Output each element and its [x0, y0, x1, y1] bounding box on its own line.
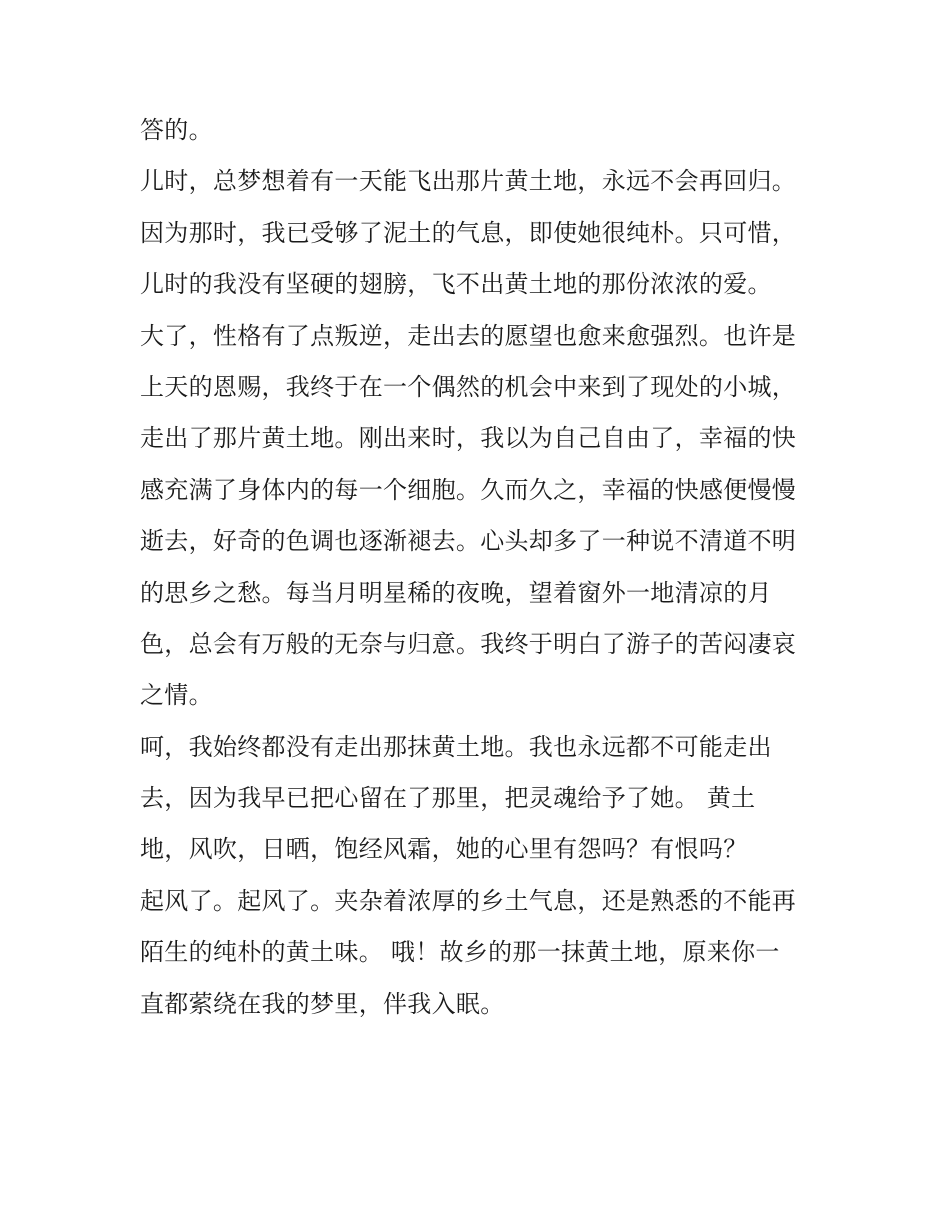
text-line: 因为那时，我已受够了泥土的气息，即使她很纯朴。只可惜， [140, 218, 797, 247]
text-line: 呵，我始终都没有走出那抹黄土地。我也永远都不可能走出 [140, 732, 772, 761]
text-line: 感充满了身体内的每一个细胞。久而久之，幸福的快感便慢慢 [140, 475, 797, 504]
text-line: 色，总会有万般的无奈与归意。我终于明白了游子的苦闷凄哀 [140, 629, 797, 658]
text-line: 走出了那片黄土地。刚出来时，我以为自己自由了，幸福的快 [140, 424, 797, 453]
text-line: 儿时，总梦想着有一天能飞出那片黄土地，永远不会再回归。 [140, 167, 797, 196]
text-line: 上天的恩赐，我终于在一个偶然的机会中来到了现处的小城， [140, 372, 797, 401]
body-text [140, 108, 820, 1033]
text-line: 地，风吹，日晒，饱经风霜，她的心里有怨吗？有恨吗？ [140, 835, 748, 864]
text-line: 的思乡之愁。每当月明星稀的夜晚，望着窗外一地清凉的月 [140, 578, 772, 607]
text-line: 之情。 [140, 681, 213, 710]
text-line: 直都萦绕在我的梦里，伴我入眠。 [140, 989, 505, 1018]
text-line: 答的。 [140, 116, 213, 144]
text-line: 逝去，好奇的色调也逐渐褪去。心头却多了一种说不清道不明 [140, 527, 797, 556]
text-line: 儿时的我没有坚硬的翅膀，飞不出黄土地的那份浓浓的爱。 [140, 270, 772, 299]
text-line: 去，因为我早已把心留在了那里，把灵魂给予了她。 黄土 [140, 784, 756, 813]
text-line: 大了，性格有了点叛逆，走出去的愿望也愈来愈强烈。也许是 [140, 321, 797, 350]
text-line: 起风了。起风了。夹杂着浓厚的乡土气息，还是熟悉的不能再 [140, 886, 797, 915]
text-line: 陌生的纯朴的黄土味。 哦！故乡的那一抹黄土地，原来你一 [140, 938, 780, 967]
